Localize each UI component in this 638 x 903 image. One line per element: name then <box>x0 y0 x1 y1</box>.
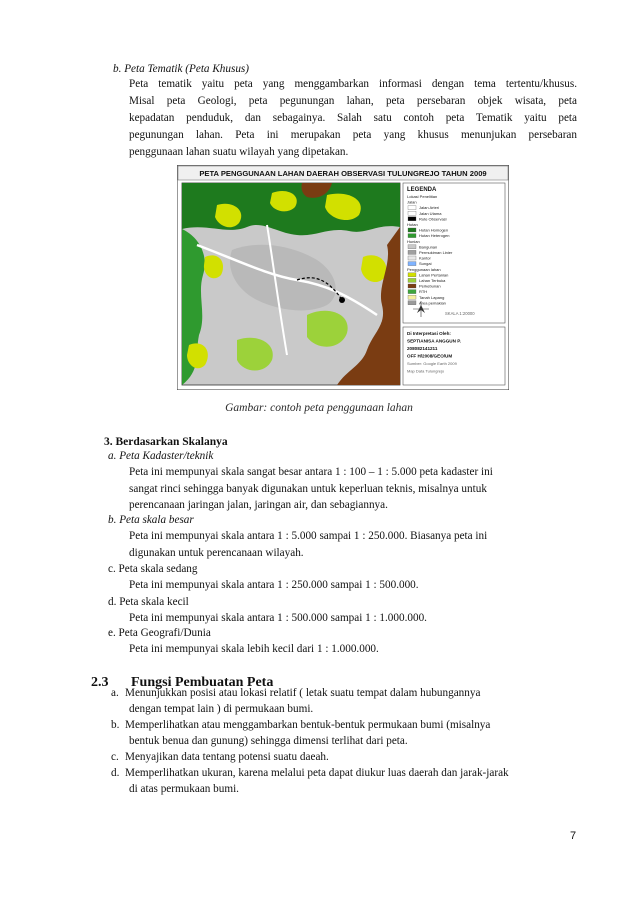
legend-swatch <box>408 206 416 210</box>
interpretation-line: 208082141211 <box>407 346 438 351</box>
function-item-label: b. <box>111 719 120 731</box>
legend-label: Lokasi Penelitian <box>407 194 438 199</box>
land-use-map <box>177 165 509 390</box>
legend-swatch <box>408 284 416 288</box>
function-item-text: Memperlihatkan atau menggambarkan bentuk-bentuk permukaan bumi (misalnya <box>125 719 491 731</box>
legend-label: Bangunan <box>419 244 438 250</box>
legend-label: Hutan <box>407 222 418 227</box>
section-b-line-4: pegunungan lahan. Peta ini merupakan peta yang khusus menunjukan persebaran <box>129 129 577 141</box>
legend-label: Penggunaan lahan <box>407 266 441 272</box>
interpretation-line: OFF H/2008/GEO/UM <box>407 353 453 359</box>
interpretation-line: Sumber: Google Earth 2009 <box>407 361 457 366</box>
scale-item-text: Peta ini mempunyai skala antara 1 : 500.000 sampai 1 : 1.000.000. <box>129 612 427 624</box>
legend-label: Rute Observasi <box>419 216 447 222</box>
section-b-heading: b. Peta Tematik (Peta Khusus) <box>113 63 249 75</box>
legend-swatch <box>408 211 416 215</box>
scale-item-text: Peta ini mempunyai skala antara 1 : 5.000 sampai 1 : 250.000. Biasanya peta ini <box>129 530 488 542</box>
scale-item-text: Peta ini mempunyai skala lebih kecil dari 1 : 1.000.000. <box>129 643 379 655</box>
scale-item-text: Peta ini mempunyai skala antara 1 : 250.000 sampai 1 : 500.000. <box>129 579 419 591</box>
map-title: PETA PENGGUNAAN LAHAN DAERAH OBSERVASI TULUNGREJO TAHUN 2009 <box>199 169 487 178</box>
function-item-label: a. <box>111 687 119 699</box>
legend-swatch <box>408 301 416 305</box>
legend-label: Lahan Terbuka <box>419 278 446 283</box>
scale-item-label: a. Peta Kadaster/teknik <box>108 450 214 462</box>
scale-item-text: sangat rinci sehingga banyak digunakan untuk keperluan teknis, misalnya untuk <box>129 483 487 495</box>
function-item-text: Menunjukkan posisi atau lokasi relatif ( letak suatu tempat dalam hubungannya <box>125 687 481 699</box>
legend-swatch <box>408 262 416 266</box>
legend-label: Sungai <box>419 261 432 267</box>
map-research-location <box>339 297 345 303</box>
legend-swatch <box>408 245 416 249</box>
scale-item-text: digunakan untuk perencanaan wilayah. <box>129 547 304 559</box>
section-b-line-1: Peta tematik yaitu peta yang menggambarkan informasi dengan tema tertentu/khusus. <box>129 78 577 90</box>
figure-caption: Gambar: contoh peta penggunaan lahan <box>225 402 413 414</box>
scale-item-label: e. Peta Geografi/Dunia <box>108 627 211 639</box>
legend-swatch <box>408 228 416 232</box>
page-number: 7 <box>570 830 577 842</box>
legend-label: Jalan Utama <box>419 210 442 216</box>
function-item-text: Menyajikan data tentang potensi suatu daeah. <box>125 751 329 763</box>
legend-swatch <box>408 256 416 260</box>
section-2-3-title: Fungsi Pembuatan Peta <box>131 675 274 690</box>
legend-label: Hutan Homogen <box>419 227 449 233</box>
scale-item-text: perencanaan jaringan jalan, jaringan air, dan sebagiannya. <box>129 499 388 511</box>
legend-label: Hutan Heterogen <box>419 233 450 239</box>
section-b-line-2: Misal peta Geologi, peta pegunungan lahan, peta persebaran objek wisata, peta <box>129 95 577 107</box>
function-item-text: di atas permukaan bumi. <box>129 783 239 795</box>
legend-swatch <box>408 278 416 282</box>
legend-label: Jalan <box>407 199 417 205</box>
interpretation-line: SEPTIANISA ANGGUN P. <box>407 338 461 344</box>
legend-label: Permukiman Linier <box>419 250 453 255</box>
scale-item-label: d. Peta skala kecil <box>108 596 189 608</box>
interpretation-line: Map Data Tulungrejo <box>407 368 445 374</box>
legend-swatch <box>408 234 416 238</box>
section-2-3-number: 2.3 <box>91 675 109 690</box>
map-legend-title: LEGENDA <box>407 187 437 193</box>
legend-label: Perkebunan <box>419 283 441 289</box>
section-b-line-3: kepadatan penduduk, dan sebagainya. Salah satu contoh peta Tematik yaitu peta <box>129 112 577 124</box>
function-item-label: d. <box>111 767 120 779</box>
legend-label: Hunian <box>407 238 420 244</box>
legend-swatch <box>408 273 416 277</box>
section-b-line-5: penggunaan lahan suatu wilayah yang dipetakan. <box>129 146 349 158</box>
legend-label: Lahan Pertanian <box>419 272 449 278</box>
legend-label: Kantor <box>419 255 431 261</box>
function-item-text: bentuk benua dan gunung) sehingga dimensi terlihat dari peta. <box>129 735 408 747</box>
legend-swatch <box>408 290 416 294</box>
scale-item-label: c. Peta skala sedang <box>108 563 198 575</box>
legend-swatch <box>408 295 416 299</box>
legend-label: Tanah Lapang <box>419 294 445 300</box>
legend-swatch <box>408 250 416 254</box>
scale-item-label: b. Peta skala besar <box>108 514 194 526</box>
section-3-heading: 3. Berdasarkan Skalanya <box>104 436 228 448</box>
function-item-text: dengan tempat lain ) di permukaan bumi. <box>129 703 314 715</box>
map-scale-text: SKALA 1:20000 <box>445 311 475 316</box>
scale-item-text: Peta ini mempunyai skala sangat besar antara 1 : 100 – 1 : 5.000 peta kadaster ini <box>129 466 493 478</box>
function-item-label: c. <box>111 751 119 763</box>
function-item-text: Memperlihatkan ukuran, karena melalui peta dapat diukur luas daerah dan jarak-jarak <box>125 767 509 779</box>
legend-swatch <box>408 217 416 221</box>
legend-label: RTH <box>419 289 428 295</box>
legend-label: Area pemakian <box>419 300 446 306</box>
legend-label: Jalan Arteri <box>419 205 440 211</box>
interpretation-line: Di Interpretasi Oleh: <box>407 331 451 336</box>
